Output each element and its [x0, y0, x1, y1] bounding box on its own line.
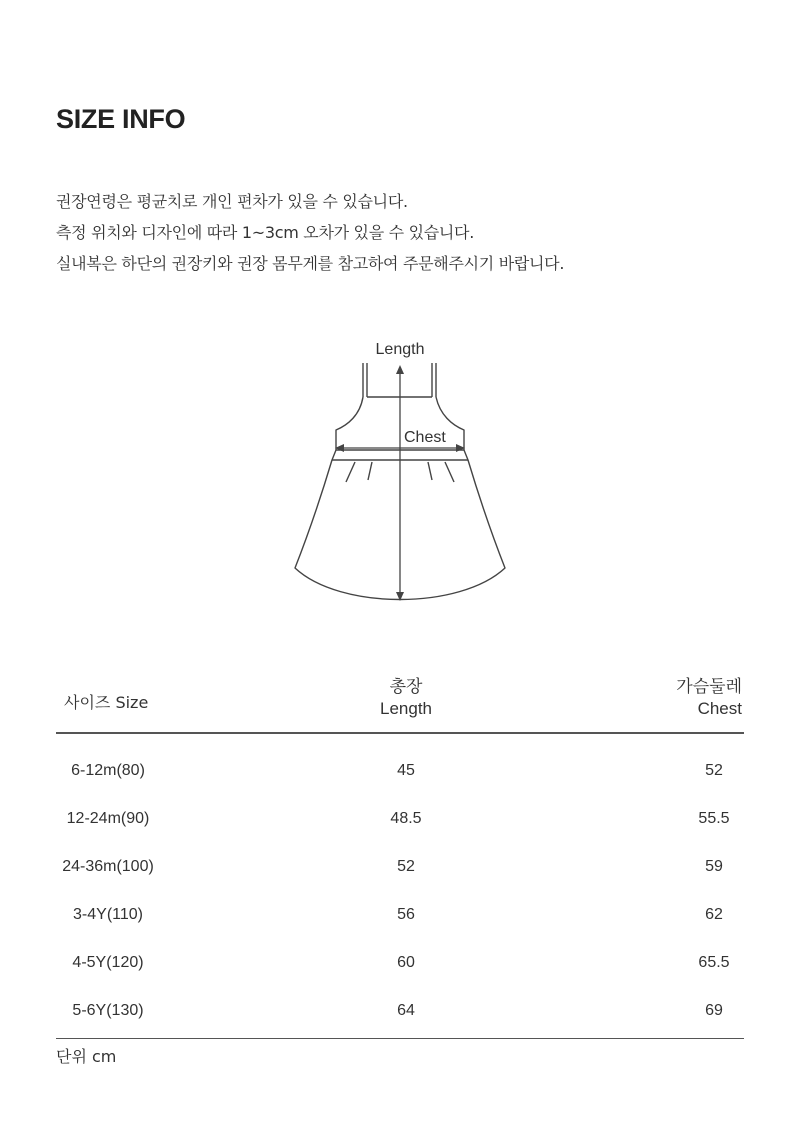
note-line: 권장연령은 평균치로 개인 편차가 있을 수 있습니다. [56, 192, 408, 211]
header-length [356, 676, 456, 720]
header-chest-ko: 가슴둘레 [676, 677, 742, 696]
size-cell: 3-4Y(110) [73, 906, 143, 923]
size-cell: 5-6Y(130) [72, 1002, 144, 1019]
length-cell: 56 [397, 906, 415, 923]
table-row [56, 891, 744, 939]
header-length-ko: 총장 [389, 677, 423, 696]
chest-cell: 59 [705, 858, 723, 875]
table-body [56, 734, 744, 1035]
unit-note: 단위 cm [56, 1047, 117, 1066]
notice-text [56, 186, 564, 279]
table-header [56, 670, 744, 734]
chest-label: Chest [404, 429, 446, 446]
table-row [56, 843, 744, 891]
table-row [56, 795, 744, 843]
table-row [56, 747, 744, 795]
chest-cell: 69 [705, 1002, 723, 1019]
page-title: SIZE INFO [56, 104, 186, 134]
header-chest-en: Chest [697, 699, 742, 718]
length-cell: 45 [397, 762, 415, 779]
size-cell: 4-5Y(120) [72, 954, 144, 971]
length-cell: 60 [397, 954, 415, 971]
dress-illustration [280, 330, 520, 620]
length-cell: 52 [397, 858, 415, 875]
chest-cell: 62 [705, 906, 723, 923]
header-length-en: Length [380, 699, 432, 718]
table-row [56, 939, 744, 987]
length-cell: 64 [397, 1002, 415, 1019]
length-label: Length [375, 341, 425, 358]
header-chest [676, 676, 742, 720]
garment-diagram [280, 330, 520, 620]
note-line: 측정 위치와 디자인에 따라 1~3cm 오차가 있을 수 있습니다. [56, 223, 474, 242]
size-table [56, 670, 744, 1039]
size-cell: 24-36m(100) [62, 858, 154, 875]
note-line: 실내복은 하단의 권장키와 권장 몸무게를 참고하여 주문해주시기 바랍니다. [56, 254, 565, 273]
header-size: 사이즈 Size [64, 693, 149, 712]
chest-cell: 65.5 [698, 954, 730, 971]
chest-cell: 52 [705, 762, 723, 779]
chest-cell: 55.5 [698, 810, 730, 827]
length-cell: 48.5 [390, 810, 422, 827]
size-cell: 6-12m(80) [71, 762, 145, 779]
length-arrow [396, 365, 404, 601]
table-bottom-divider [56, 1038, 744, 1039]
table-row [56, 987, 744, 1035]
size-cell: 12-24m(90) [66, 810, 150, 827]
